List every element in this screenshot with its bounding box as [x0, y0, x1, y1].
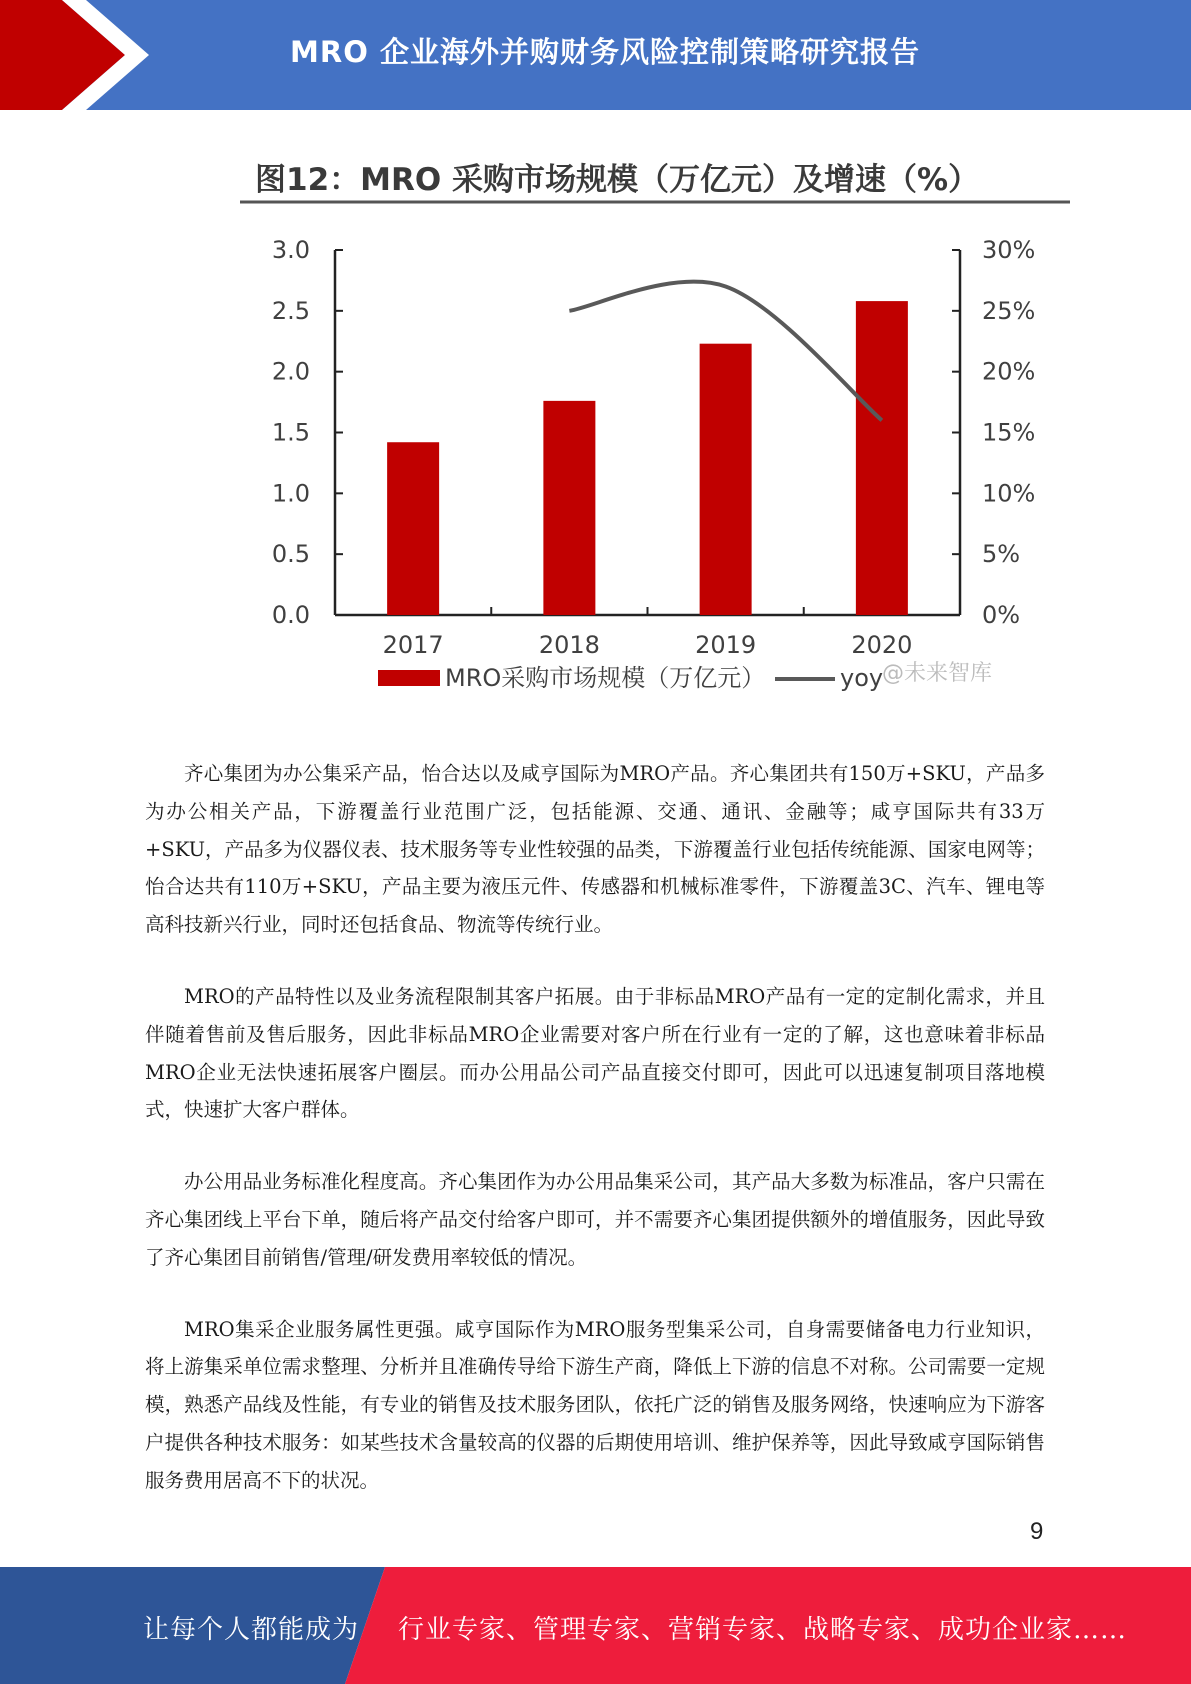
right-tick-label: 5%: [982, 540, 1021, 569]
left-tick-label: 0.5: [271, 540, 310, 569]
watermark: @未来智库: [882, 661, 993, 686]
bar-series: [387, 301, 908, 615]
right-axis-ticks: [952, 236, 1035, 629]
figure-chart: [230, 150, 1080, 710]
body-text: [145, 755, 1045, 1534]
left-tick-label: 3.0: [271, 236, 310, 264]
right-tick-label: 20%: [982, 357, 1036, 386]
right-tick-label: 25%: [982, 296, 1036, 325]
paragraph-2: MRO的产品特性以及业务流程限制其客户拓展。由于非标品MRO产品有一定的定制化需求，并且伴随着售前及售后服务，因此非标品MRO企业需要对客户所在行业有一定的了解，这也意味着非标品MRO企业无法快速拓展客户圈层。而办公用品公司产品直接交付即可，因此可以迅速复制项目落地模式，快速扩大客户群体。: [145, 984, 1045, 1122]
left-tick-label: 2.5: [271, 296, 310, 325]
x-tick-label: 2017: [382, 631, 444, 659]
left-axis-ticks: [272, 236, 343, 629]
right-tick-label: 0%: [982, 601, 1021, 629]
x-tick-label: 2020: [851, 631, 913, 659]
paragraph-3: 办公用品业务标准化程度高。齐心集团作为办公用品集采公司，其产品大多数为标准品，客户只需在齐心集团线上平台下单，随后将产品交付给客户即可，并不需要齐心集团提供额外的增值服务，因此导致了齐心集团目前销售/管理/研发费用率较低的情况。: [145, 1170, 1045, 1269]
chart-svg: [230, 150, 1080, 710]
right-tick-label: 10%: [982, 479, 1036, 508]
right-tick-label: 30%: [982, 236, 1036, 264]
bar-2019: [700, 344, 752, 615]
footer-slogan-right: 行业专家、管理专家、营销专家、战略专家、成功企业家……: [398, 1615, 1128, 1645]
left-tick-label: 2.0: [271, 357, 310, 386]
report-title: MRO 企业海外并购财务风险控制策略研究报告: [290, 35, 920, 69]
legend-label-bar: MRO采购市场规模（万亿元）: [445, 664, 766, 692]
paragraph-4: MRO集采企业服务属性更强。咸亨国际作为MRO服务型集采公司，自身需要储备电力行业知识，将上游集采单位需求整理、分析并且准确传导给下游生产商，降低上下游的信息不对称。公司需要一定规模，熟悉产品线及性能，有专业的销售及技术服务团队，依托广泛的销售及服务网络，快速响应为下游客户提供各种技术服务：如某些技术含量较高的仪器的后期使用培训、维护保养等，因此导致咸亨国际销售服务费用居高不下的状况。: [145, 1317, 1045, 1492]
paragraph-1: 齐心集团为办公集采产品，怡合达以及咸亨国际为MRO产品。齐心集团共有150万+SKU，产品多为办公相关产品，下游覆盖行业范围广泛，包括能源、交通、通讯、金融等；咸亨国际共有33万+SKU，产品多为仪器仪表、技术服务等专业性较强的品类，下游覆盖行业包括传统能源、国家电网等；怡合达共有110万+SKU，产品主要为液压元件、传感器和机械标准零件，下游覆盖3C、汽车、锂电等高科技新兴行业，同时还包括食品、物流等传统行业。: [145, 762, 1045, 937]
bar-2017: [387, 442, 439, 615]
bar-2018: [543, 401, 595, 615]
page-number: 9: [1030, 1518, 1044, 1545]
footer-slogan-left: 让每个人都能成为: [143, 1615, 360, 1645]
legend-label-line: yoy: [840, 664, 884, 692]
x-tick-label: 2018: [538, 631, 600, 659]
page-header: [0, 0, 1191, 110]
left-tick-label: 1.5: [271, 418, 310, 447]
x-tick-label: 2019: [695, 631, 757, 659]
right-tick-label: 15%: [982, 418, 1036, 447]
left-tick-label: 1.0: [271, 479, 310, 508]
page-footer: [0, 1567, 1191, 1684]
bar-2020: [856, 301, 908, 615]
legend-swatch-bar: [378, 670, 440, 686]
chart-title: 图12：MRO 采购市场规模（万亿元）及增速（%）: [255, 162, 980, 198]
left-tick-label: 0.0: [271, 601, 310, 629]
